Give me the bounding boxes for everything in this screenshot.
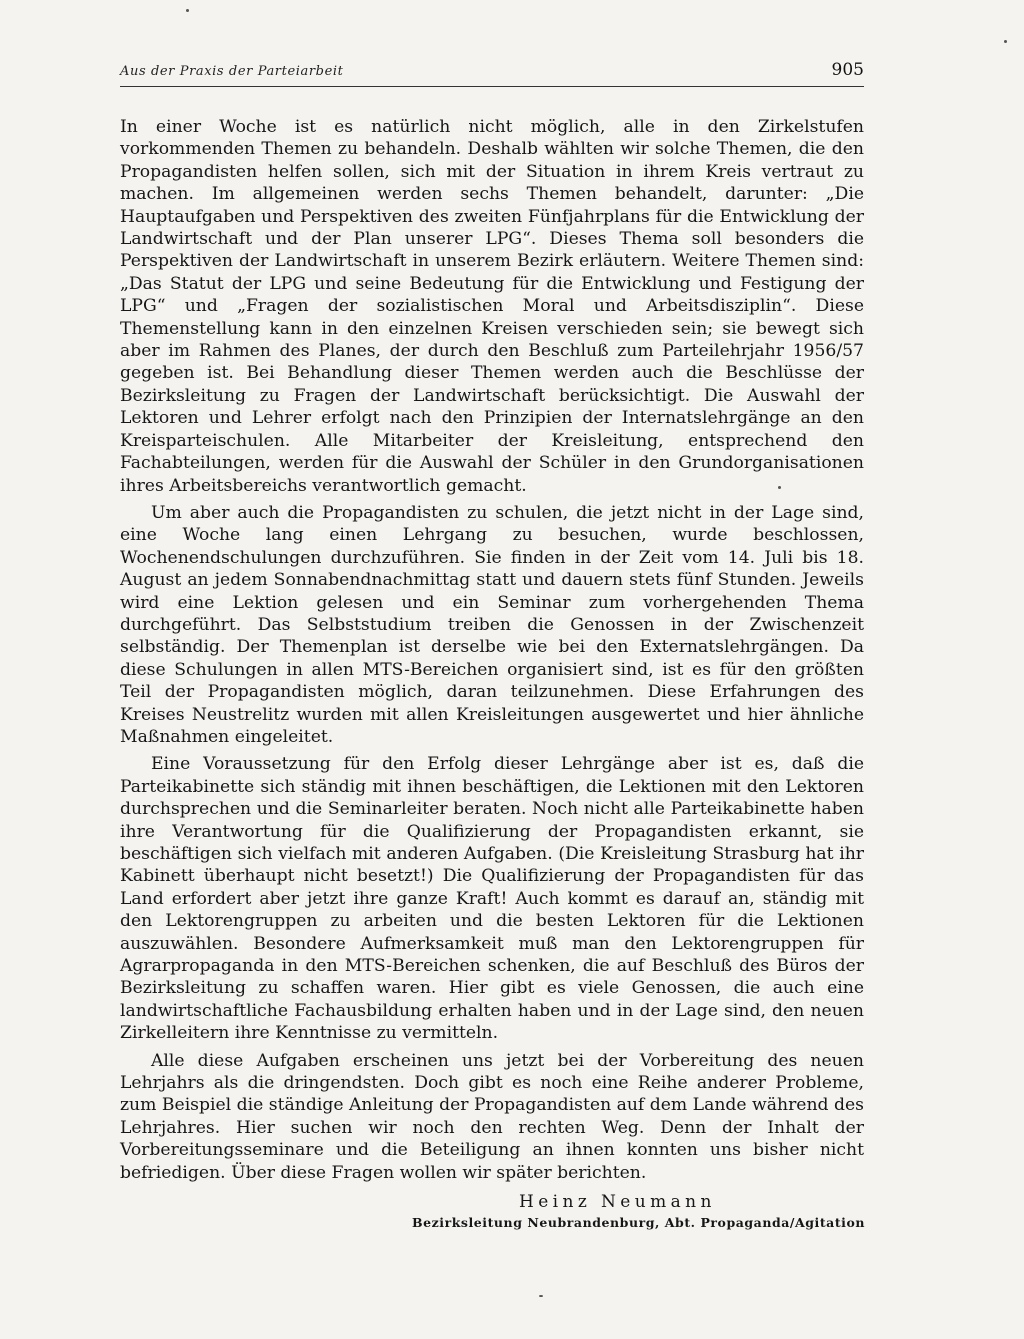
scan-speck bbox=[539, 1295, 543, 1297]
paragraph: Eine Voraussetzung für den Erfolg dieser Lehrgänge aber ist es, daß die Parteikabinette sich ständig mit ihnen beschäftigen, die Lektionen mit den Lektoren durchsprechen und die Seminarleiter beraten. Noch nicht alle Parteikabinette haben ihre Verantwortung für die Qualifizierung der Propagandisten erkannt, sie beschäftigen sich vielfach mit anderen Aufgaben. (Die Kreisleitung Strasburg hat ihr Kabinett überhaupt nicht besetzt!) Die Qualifizierung der Propagandisten für das Land erfordert aber jetzt ihre ganze Kraft! Auch kommt es darauf an, ständig mit den Lektorengruppen zu arbeiten und die besten Lektoren für die Lektionen auszuwählen. Besondere Aufmerksamkeit muß man den Lektorengruppen für Agrarpropaganda in den MTS-Bereichen schenken, die auf Beschluß des Büros der Bezirksleitung zu schaffen waren. Hier gibt es viele Genossen, die auch eine landwirtschaftliche Fachausbildung erhalten haben und in der Lage sind, den neuen Zirkelleitern ihre Kenntnisse zu vermitteln. bbox=[120, 754, 864, 1044]
paragraph: In einer Woche ist es natürlich nicht möglich, alle in den Zirkelstufen vorkommenden Themen zu behandeln. Deshalb wählten wir solche Themen, die den Propagandisten helfen sollen, sich mit der Situation in ihrem Kreis vertraut zu machen. Im allgemeinen werden sechs Themen behandelt, darunter: „Die Hauptaufgaben und Perspektiven des zweiten Fünfjahrplans für die Entwicklung der Landwirtschaft und der Plan unserer LPG“. Dieses Thema soll besonders die Perspektiven der Landwirtschaft in unserem Bezirk erläutern. Weitere Themen sind: „Das Statut der LPG und seine Bedeutung für die Entwicklung und Festigung der LPG“ und „Fragen der sozialistischen Moral und Arbeitsdisziplin“. Diese Themenstellung kann in den einzelnen Kreisen verschieden sein; sie bewegt sich aber im Rahmen des Planes, der durch den Beschluß zum Parteilehrjahr 1956/57 gegeben ist. Bei Behandlung dieser Themen werden auch die Beschlüsse der Bezirksleitung zu Fragen der Landwirtschaft berücksichtigt. Die Auswahl der Lektoren und Lehrer erfolgt nach den Prinzipien der Internatslehrgänge an den Kreisparteischulen. Alle Mitarbeiter der Kreisleitung, entsprechend den Fachabteilungen, werden für die Auswahl der Schüler in den Grundorganisationen ihres Arbeitsbereichs verantwortlich gemacht. bbox=[120, 117, 864, 496]
running-head: Aus der Praxis der Parteiarbeit bbox=[120, 64, 344, 79]
author-affiliation: Bezirksleitung Neubrandenburg, Abt. Propaganda/Agitation bbox=[412, 1215, 865, 1230]
paragraph: Um aber auch die Propagandisten zu schulen, die jetzt nicht in der Lage sind, eine Woche lang einen Lehrgang zu besuchen, wurde beschlossen, Wochenendschulungen durchzuführen. Sie finden in der Zeit vom 14. Juli bis 18. August an jedem Sonnabendnachmittag statt und dauern stets fünf Stunden. Jeweils wird eine Lektion gelesen und ein Seminar zum vorhergehenden Thema durchgeführt. Das Selbststudium treiben die Genossen in der Zwischenzeit selbständig. Der Themenplan ist derselbe wie bei den Externatslehrgängen. Da diese Schulungen in allen MTS-Bereichen organisiert sind, ist es für den größten Teil der Propagandisten möglich, daran teilzunehmen. Diese Erfahrungen des Kreises Neustrelitz wurden mit allen Kreisleitungen ausgewertet und hier ähnliche Maßnahmen eingeleitet. bbox=[120, 502, 864, 747]
page-header bbox=[120, 62, 864, 87]
scan-speck bbox=[1004, 40, 1007, 43]
article-body bbox=[120, 116, 864, 1184]
paragraph: Alle diese Aufgaben erscheinen uns jetzt bei der Vorbereitung des neuen Lehrjahrs als die dringendsten. Doch gibt es noch eine Reihe anderer Probleme, zum Beispiel die ständige Anleitung der Propagandisten auf dem Lande während des Lehrjahres. Hier suchen wir noch den rechten Weg. Denn der Inhalt der Vorbereitungsseminare und die Beteiligung an ihnen konnten uns bisher nicht befriedigen. Über diese Fragen wollen wir später berichten. bbox=[120, 1050, 864, 1183]
author-signature: Heinz Neumann bbox=[519, 1192, 716, 1212]
scan-speck bbox=[778, 486, 781, 489]
scan-speck bbox=[186, 9, 189, 12]
page-number: 905 bbox=[831, 60, 864, 80]
